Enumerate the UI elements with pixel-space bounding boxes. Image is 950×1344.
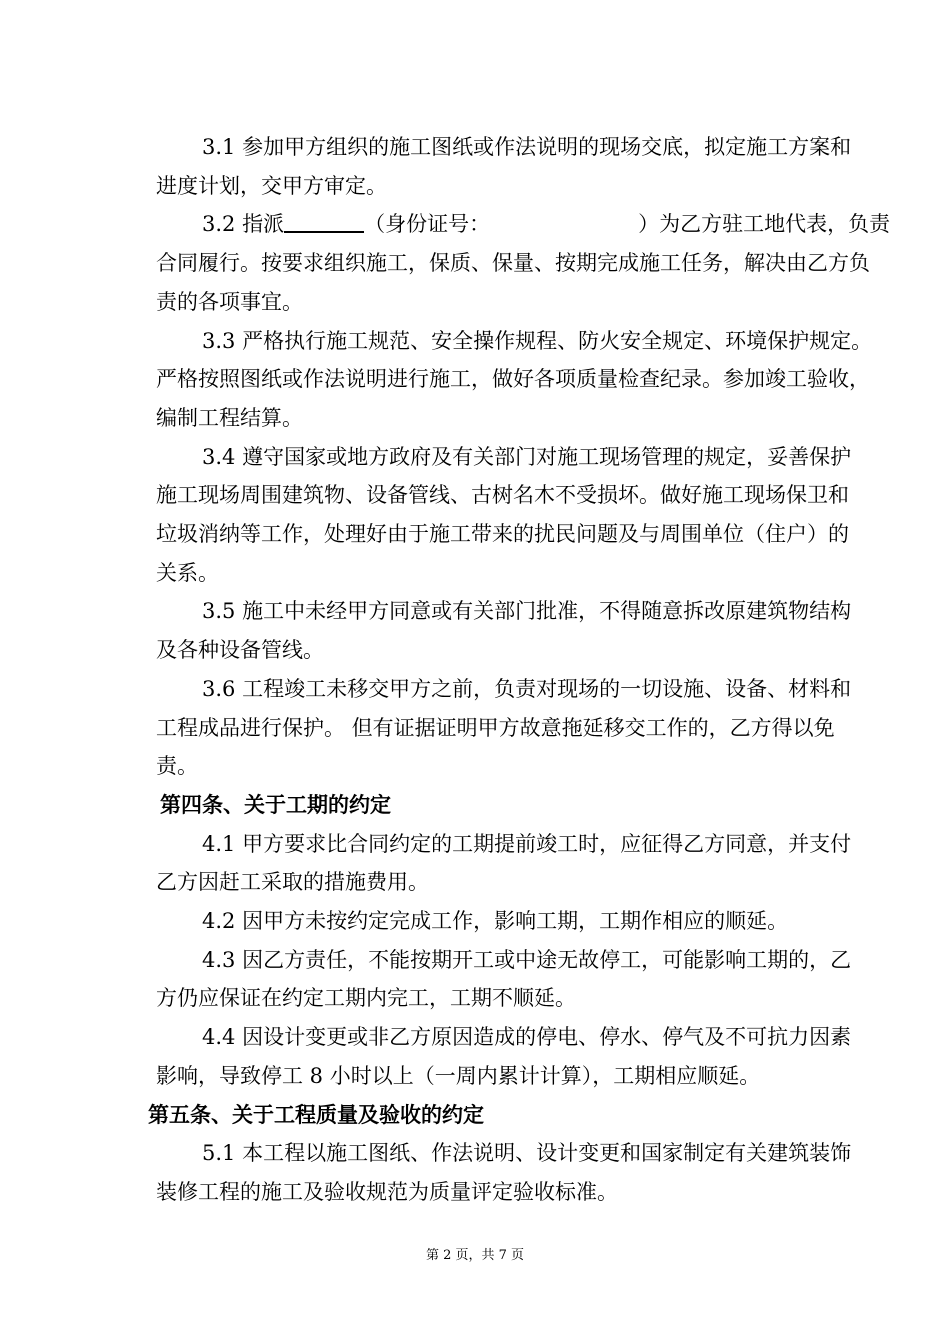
clause-3-6	[114, 670, 852, 786]
text-line: 5.1 本工程以施工图纸、作法说明、设计变更和国家制定有关建筑装饰	[202, 1141, 852, 1166]
text-line: 关系。	[156, 560, 219, 585]
text-line: 工程成品进行保护。 但有证据证明甲方故意拖延移交工作的，乙方得以免	[156, 715, 835, 740]
clause-3-2-suffix: ）为乙方驻工地代表，负责	[638, 212, 891, 237]
text-line: 4.3 因乙方责任，不能按期开工或中途无故停工，可能影响工期的，乙	[202, 947, 852, 972]
clause-3-2-prefix: 3.2 指派	[202, 212, 285, 237]
text-line: 影响，导致停工 8 小时以上（一周内累计计算），工期相应顺延。	[156, 1063, 761, 1088]
text-line: 4.2 因甲方未按约定完成工作，影响工期，工期作相应的顺延。	[202, 909, 789, 934]
text-line: 垃圾消纳等工作，处理好由于施工带来的扰民问题及与周围单位（住户）的	[156, 522, 849, 547]
page-number: 第 2 页，共 7 页	[425, 1248, 525, 1263]
text-line: 施工现场周围建筑物、设备管线、古树名木不受损坏。做好施工现场保卫和	[156, 483, 849, 508]
text-line: 4.4 因设计变更或非乙方原因造成的停电、停水、停气及不可抗力因素	[202, 1025, 852, 1050]
text-line: 装修工程的施工及验收规范为质量评定验收标准。	[156, 1179, 618, 1204]
representative-name-blank	[284, 211, 364, 233]
clause-3-1	[114, 128, 852, 205]
article-5-heading: 第五条、关于工程质量及验收的约定	[148, 1101, 484, 1127]
clause-3-2-id-label: （身份证号：	[364, 212, 491, 237]
text-line: 责的各项事宜。	[156, 289, 303, 314]
text-line: 3.3 严格执行施工规范、安全操作规程、防火安全规定、环境保护规定。	[202, 328, 873, 353]
text-line: 3.4 遵守国家或地方政府及有关部门对施工现场管理的规定，妥善保护	[202, 444, 852, 469]
clause-3-4	[114, 438, 852, 593]
clause-3-5	[114, 592, 852, 669]
text-line: 责。	[156, 754, 198, 779]
clause-4-3	[114, 941, 852, 1018]
text-line: 及各种设备管线。	[156, 638, 324, 663]
article-4-heading: 第四条、关于工期的约定	[160, 791, 391, 817]
text-line: 方仍应保证在约定工期内完工，工期不顺延。	[156, 986, 576, 1011]
document-body	[114, 128, 891, 1212]
text-line: 3.1 参加甲方组织的施工图纸或作法说明的现场交底，拟定施工方案和	[202, 135, 852, 159]
clause-3-3	[114, 322, 873, 438]
text-line: 乙方因赶工采取的措施费用。	[156, 870, 429, 895]
page-footer	[0, 1244, 950, 1263]
text-line: 严格按照图纸或作法说明进行施工，做好各项质量检查纪录。参加竣工验收，	[156, 367, 870, 392]
clause-3-2	[114, 205, 891, 321]
clause-4-4	[114, 1018, 852, 1095]
text-line: 3.5 施工中未经甲方同意或有关部门批准，不得随意拆改原建筑物结构	[202, 599, 852, 624]
text-line: 编制工程结算。	[156, 405, 303, 430]
clause-4-1	[114, 825, 852, 902]
clause-5-1	[114, 1134, 852, 1211]
text-line: 进度计划，交甲方审定。	[156, 173, 387, 198]
text-line: 3.6 工程竣工未移交甲方之前，负责对现场的一切设施、设备、材料和	[202, 676, 852, 701]
text-line	[114, 205, 891, 244]
text-line: 合同履行。按要求组织施工，保质、保量、按期完成施工任务，解决由乙方负	[156, 251, 870, 276]
clause-4-2	[114, 902, 844, 941]
text-line: 4.1 甲方要求比合同约定的工期提前竣工时，应征得乙方同意，并支付	[202, 831, 852, 856]
